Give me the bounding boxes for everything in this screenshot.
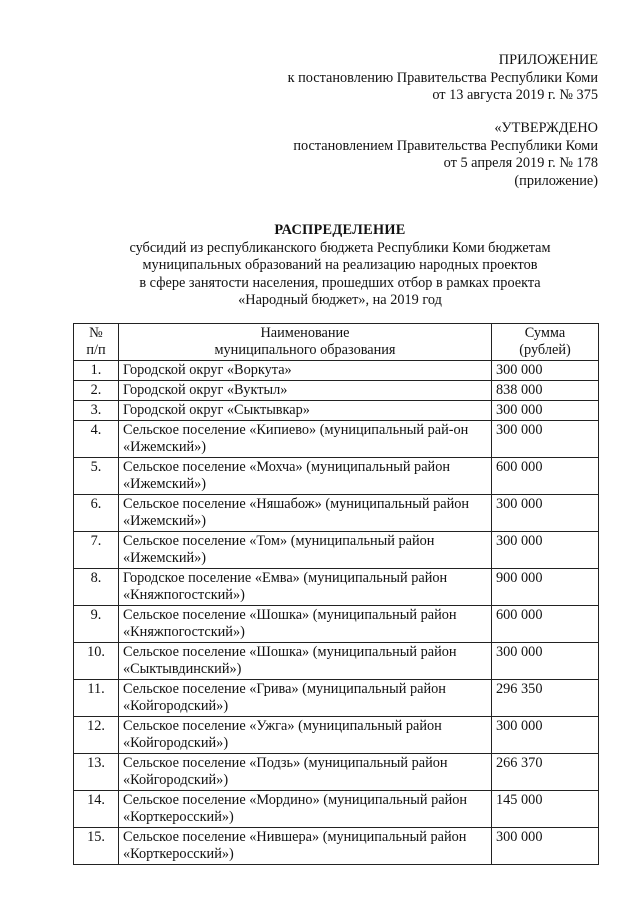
- header-name: [119, 324, 492, 361]
- distribution-table: [73, 323, 599, 865]
- row-number: 10.: [74, 643, 119, 680]
- row-number: 13.: [74, 754, 119, 791]
- row-sum: 300 000: [492, 643, 599, 680]
- row-number: 3.: [74, 401, 119, 421]
- row-number: 9.: [74, 606, 119, 643]
- table-row: [74, 680, 599, 717]
- row-sum: 300 000: [492, 361, 599, 381]
- row-sum: 145 000: [492, 791, 599, 828]
- row-name: Городской округ «Вуктыл»: [119, 381, 492, 401]
- title-line-2: муниципальных образований на реализацию народных проектов: [142, 257, 538, 273]
- row-number: 5.: [74, 458, 119, 495]
- table-row: [74, 495, 599, 532]
- approved-note: (приложение): [514, 172, 598, 189]
- header-number-line-2: п/п: [86, 342, 106, 358]
- row-number: 15.: [74, 828, 119, 865]
- row-name: Сельское поселение «Нившера» (муниципальный район «Корткеросский»): [119, 828, 492, 865]
- row-sum: 600 000: [492, 458, 599, 495]
- table-row: [74, 754, 599, 791]
- row-name: Сельское поселение «Кипиево» (муниципальный рай-он «Ижемский»): [119, 421, 492, 458]
- title-line-1: субсидий из республиканского бюджета Республики Коми бюджетам: [129, 239, 551, 256]
- row-number: 7.: [74, 532, 119, 569]
- row-sum: 300 000: [492, 532, 599, 569]
- row-name: Сельское поселение «Мордино» (муниципальный район «Корткеросский»): [119, 791, 492, 828]
- header-sum: [492, 324, 599, 361]
- row-name: Сельское поселение «Шошка» (муниципальный район «Сыктывдинский»): [119, 643, 492, 680]
- approved-reference: постановлением Правительства Республики Коми: [293, 137, 598, 154]
- row-name: Сельское поселение «Подзь» (муниципальный район «Койгородский»): [119, 754, 492, 791]
- header-sum-line-2: (рублей): [519, 342, 571, 358]
- row-sum: 296 350: [492, 680, 599, 717]
- row-sum: 300 000: [492, 495, 599, 532]
- table-row: [74, 421, 599, 458]
- row-sum: 300 000: [492, 717, 599, 754]
- row-name: Городской округ «Воркута»: [119, 361, 492, 381]
- header-number-line-1: №: [89, 325, 103, 341]
- table-row: [74, 606, 599, 643]
- row-sum: 300 000: [492, 421, 599, 458]
- row-sum: 838 000: [492, 381, 599, 401]
- row-name: Сельское поселение «Грива» (муниципальный район «Койгородский»): [119, 680, 492, 717]
- table-row: [74, 401, 599, 421]
- approved-block: [293, 120, 598, 190]
- row-sum: 300 000: [492, 828, 599, 865]
- appendix-reference: к постановлению Правительства Республики Коми: [287, 69, 598, 86]
- appendix-title: ПРИЛОЖЕНИЕ: [498, 52, 598, 68]
- appendix-block: [288, 52, 598, 105]
- header-number: [74, 324, 119, 361]
- table-row: [74, 361, 599, 381]
- table-header-row: [74, 324, 599, 361]
- table-row: [74, 532, 599, 569]
- table-row: [74, 828, 599, 865]
- title-line-3: в сфере занятости населения, прошедших отбор в рамках проекта: [139, 274, 541, 291]
- row-sum: 900 000: [492, 569, 599, 606]
- header-sum-line-1: Сумма: [524, 325, 566, 341]
- approved-title: «УТВЕРЖДЕНО: [494, 120, 598, 136]
- row-number: 4.: [74, 421, 119, 458]
- row-name: Сельское поселение «Няшабож» (муниципальный район «Ижемский»): [119, 495, 492, 532]
- row-number: 14.: [74, 791, 119, 828]
- row-number: 6.: [74, 495, 119, 532]
- table-row: [74, 791, 599, 828]
- header-name-line-1: Наименование: [260, 325, 350, 341]
- row-name: Сельское поселение «Мохча» (муниципальный район «Ижемский»): [119, 458, 492, 495]
- table-row: [74, 381, 599, 401]
- table-row: [74, 717, 599, 754]
- document-title: [60, 222, 620, 310]
- row-name: Сельское поселение «Ужга» (муниципальный район «Койгородский»): [119, 717, 492, 754]
- approved-date: от 5 апреля 2019 г. № 178: [443, 155, 598, 171]
- row-number: 8.: [74, 569, 119, 606]
- title-line-4: «Народный бюджет», на 2019 год: [238, 292, 442, 308]
- row-sum: 300 000: [492, 401, 599, 421]
- appendix-date: от 13 августа 2019 г. № 375: [432, 87, 598, 103]
- table-row: [74, 458, 599, 495]
- row-number: 1.: [74, 361, 119, 381]
- row-number: 11.: [74, 680, 119, 717]
- table-row: [74, 643, 599, 680]
- row-name: Сельское поселение «Шошка» (муниципальный район «Княжпогостский»): [119, 606, 492, 643]
- table-body: [74, 361, 599, 865]
- table-row: [74, 569, 599, 606]
- row-name: Сельское поселение «Том» (муниципальный район «Ижемский»): [119, 532, 492, 569]
- row-sum: 600 000: [492, 606, 599, 643]
- header-name-line-2: муниципального образования: [214, 342, 396, 358]
- title-heading: РАСПРЕДЕЛЕНИЕ: [274, 222, 406, 238]
- row-name: Городское поселение «Емва» (муниципальный район «Княжпогостский»): [119, 569, 492, 606]
- row-name: Городской округ «Сыктывкар»: [119, 401, 492, 421]
- row-sum: 266 370: [492, 754, 599, 791]
- row-number: 12.: [74, 717, 119, 754]
- row-number: 2.: [74, 381, 119, 401]
